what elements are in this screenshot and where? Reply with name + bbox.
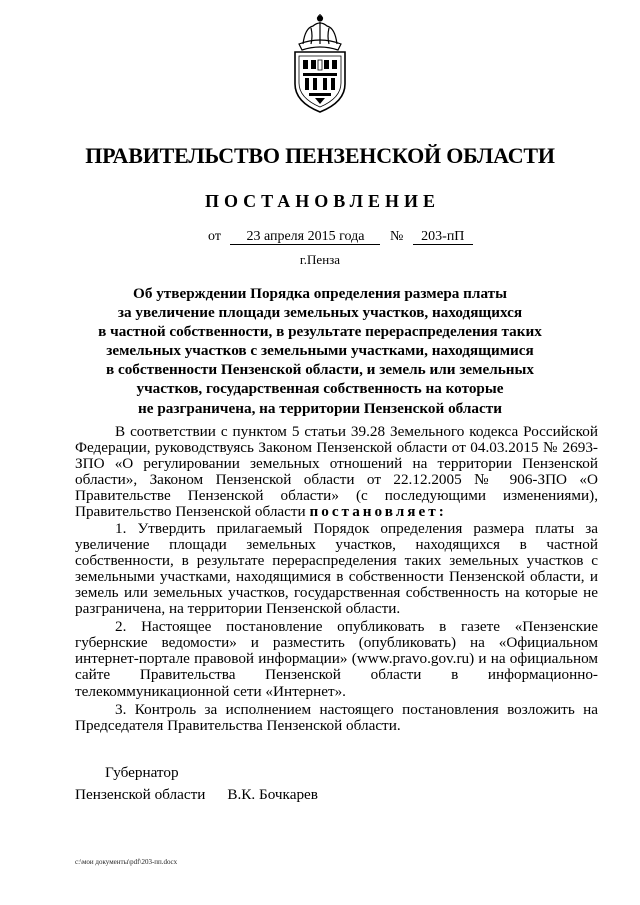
subject-line: в собственности Пензенской области, и земель или земельных [105, 361, 535, 379]
date-number-line [208, 229, 473, 245]
item-2: 2. Настоящее постановление опубликовать в газете «Пензенские губернские ведомости» и разместить (опубликовать) на «Официальном интернет-портале правовой информации» (www.pravo.gov.ru) и на официальном сайте Правительства Пензенской области в информационно-телекоммуникационной сети «Интернет». [75, 618, 598, 700]
preamble-text: В соответствии с пунктом 5 статьи 39.28 Земельного кодекса Российской Федерации, руководствуясь Законом Пензенской области от 04.03.2015 № 2693-ЗПО «О регулировании земельных отношений на территории Пензенской области», Законом Пензенской области от 22.12.2005 № 906-ЗПО «О Правительстве Пензенской области» (с последующими изменениями), Правительство Пензенской области [75, 423, 598, 521]
item-3: 3. Контроль за исполнением настоящего постановления возложить на Председателя Правительства Пензенской области. [75, 700, 598, 734]
document-subject [90, 284, 550, 418]
document-date: 23 апреля 2015 года [230, 230, 380, 245]
org-title: ПРАВИТЕЛЬСТВО ПЕНЗЕНСКОЙ ОБЛАСТИ [85, 143, 555, 168]
document-number: 203-пП [413, 230, 473, 245]
item-1: 1. Утвердить прилагаемый Порядок определения размера платы за увеличение площади земельных участков, находящихся в частной собственности, в результате перераспределения таких земельных участков с земельными участками, находящимися в собственности Пензенской области, и земель или земельных участков, государственная собственность на которые не разграничена, на территории Пензенской области. [75, 519, 598, 618]
preamble-paragraph [75, 424, 598, 521]
subject-line: за увеличение площади земельных участков, находящихся [117, 304, 523, 322]
subject-line: не разграничена, на территории Пензенской области [138, 399, 502, 417]
document-type: ПОСТАНОВЛЕНИЕ [204, 191, 441, 211]
file-path: c:\мои документы\pdf\203-пп.docx [75, 858, 178, 866]
coat-of-arms-icon [289, 14, 351, 114]
number-label: № [389, 229, 404, 244]
subject-line: земельных участков с земельными участками, находящимися [106, 342, 534, 360]
signature-block [75, 762, 318, 806]
subject-line: в частной собственности, в результате перераспределения таких [98, 323, 542, 341]
signer-position: Губернатор [105, 764, 179, 781]
decree-word: постановляет: [309, 503, 447, 521]
subject-line: участков, государственная собственность на которые [136, 380, 504, 398]
signer-region: Пензенской области [75, 786, 206, 803]
signer-name: В.К. Бочкарев [227, 786, 318, 803]
from-label: от [208, 229, 221, 244]
document-body [75, 424, 598, 734]
subject-line: Об утверждении Порядка определения размера платы [133, 285, 507, 302]
city: г.Пенза [299, 252, 341, 267]
